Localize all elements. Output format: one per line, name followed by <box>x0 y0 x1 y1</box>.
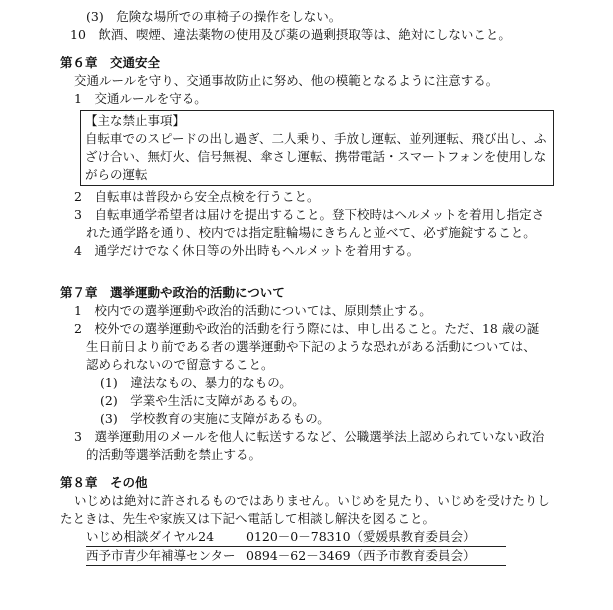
box-heading: 【主な禁止事項】 <box>85 113 186 128</box>
chapter-7-sub-2: (2) 学業や生活に支障があるもの。 <box>100 393 305 408</box>
chapter-7-item-3-cont: 的活動等選挙活動を禁止する。 <box>86 447 262 462</box>
contact-detail: 0894－62－3469（西予市教育委員会） <box>246 548 476 563</box>
chapter-6-intro: 交通ルールを守り、交通事故防止に努め、他の模範となるように注意する。 <box>74 73 499 88</box>
chapter-6-item-2: 2 自転車は普段から安全点検を行うこと。 <box>74 189 320 204</box>
chapter-6-title: 第６章 交通安全 <box>60 55 161 70</box>
contact-row <box>86 528 506 547</box>
chapter-7-item-2: 2 校外での選挙運動や政治的活動を行う際には、申し出ること。ただ、18 歳の誕 <box>74 321 540 336</box>
top-item-10: 10 飲酒、喫煙、違法薬物の使用及び薬の過剰摂取等は、絶対にしないこと。 <box>70 27 511 42</box>
chapter-8-text-cont: たときは、先生や家族又は下記へ電話して相談し解決を図ること。 <box>60 511 436 526</box>
chapter-7-title: 第７章 選挙運動や政治的活動について <box>60 285 285 300</box>
document-page <box>60 8 560 566</box>
chapter-6-item-3-cont: れた通学路を通り、校内では指定駐輪場にきちんと並べて、必ず施錠すること。 <box>86 225 536 240</box>
chapter-6-item-4: 4 通学だけでなく休日等の外出時もヘルメットを着用する。 <box>74 243 420 258</box>
contact-name: 西予市青少年補導センター <box>86 548 236 563</box>
contact-detail: 0120－0－78310（愛媛県教育委員会） <box>246 529 476 544</box>
contact-row <box>86 547 506 566</box>
chapter-8-text: いじめは絶対に許されるものではありません。いじめを見たり、いじめを受けたりし <box>74 493 550 508</box>
box-line: がらの運転 <box>85 167 148 182</box>
box-line: 自転車でのスピードの出し過ぎ、二人乗り、手放し運転、並列運転、飛び出し、ふ <box>85 131 547 146</box>
chapter-8-title: 第８章 その他 <box>60 475 148 490</box>
chapter-7-item-2-cont: 認められないので留意すること。 <box>86 357 274 372</box>
chapter-7-sub-3: (3) 学校教育の実施に支障があるもの。 <box>100 411 330 426</box>
box-line: ざけ合い、無灯火、信号無視、傘さし運転、携帯電話・スマートフォンを使用しな <box>85 149 547 164</box>
chapter-7-item-2-cont: 生日前日より前である者の選挙運動や下記のような恐れがある活動については、 <box>86 339 536 354</box>
chapter-7-item-1: 1 校内での選挙運動や政治的活動については、原則禁止する。 <box>74 303 432 318</box>
chapter-7-sub-1: (1) 違法なもの、暴力的なもの。 <box>100 375 292 390</box>
chapter-6-item-1: 1 交通ルールを守る。 <box>74 91 207 106</box>
top-item-3: (3) 危険な場所での車椅子の操作をしない。 <box>86 9 342 24</box>
chapter-7-item-3: 3 選挙運動用のメールを他人に転送するなど、公職選挙法上認められていない政治 <box>74 429 545 444</box>
chapter-6-item-3: 3 自転車通学希望者は届けを提出すること。登下校時はヘルメットを着用し指定さ <box>74 207 545 222</box>
contact-name: いじめ相談ダイヤル24 <box>86 529 215 544</box>
prohibited-items-box <box>80 110 554 186</box>
